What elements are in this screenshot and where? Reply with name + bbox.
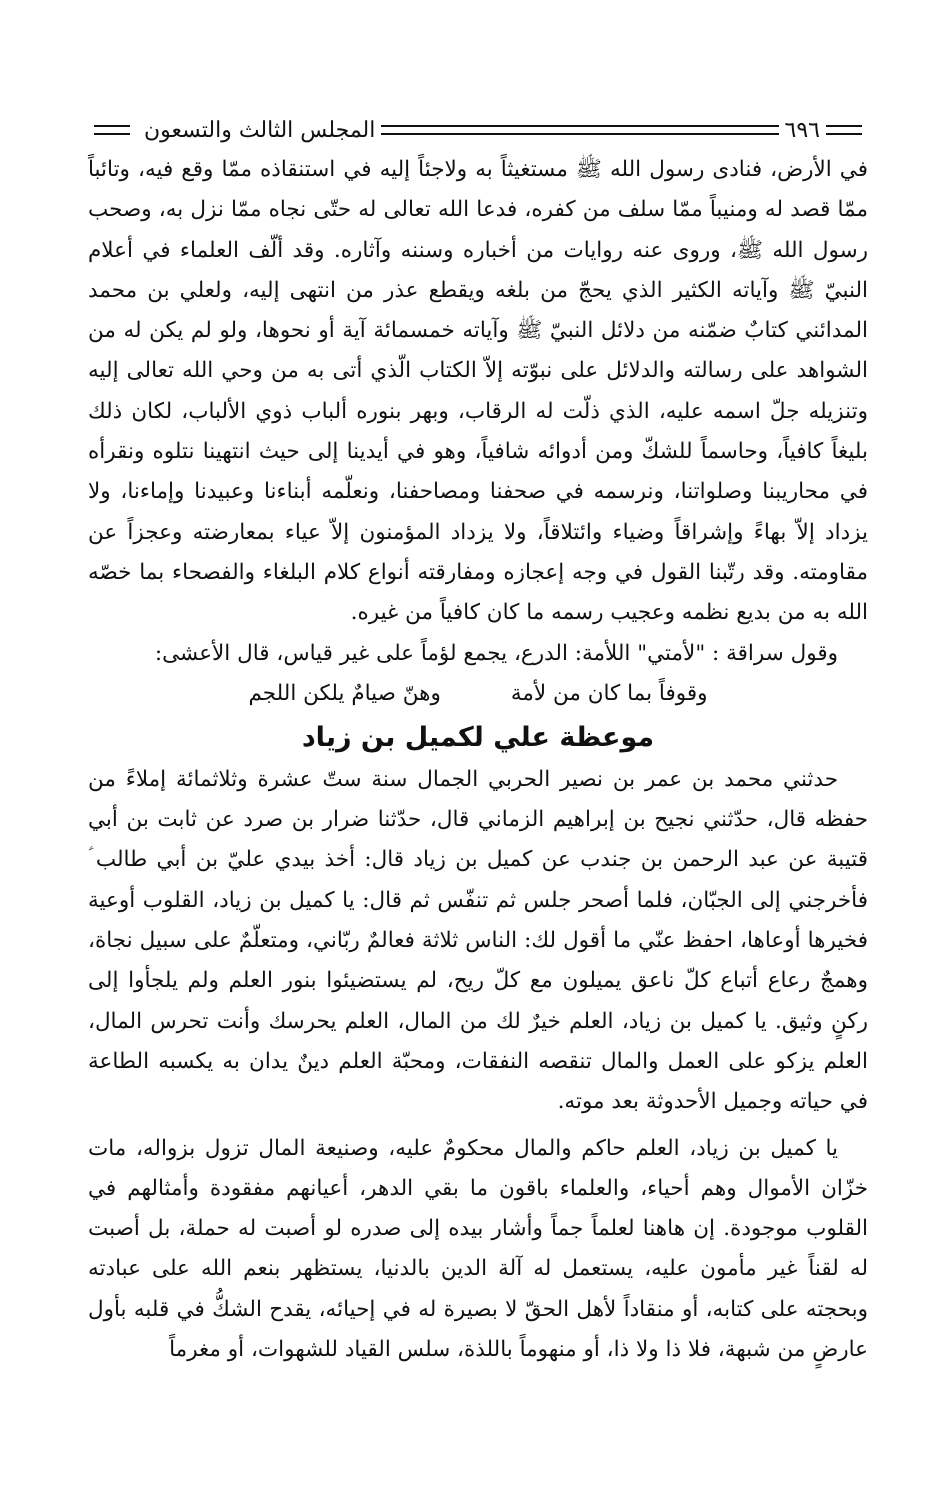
header-rule-right bbox=[826, 125, 862, 135]
page bbox=[88, 110, 868, 1450]
header-rule-middle bbox=[381, 125, 778, 135]
paragraph-intro-2: وقول سراقة : "لأمتي" اللأمة: الدرع، يجمع لؤماً على غير قياس، قال الأعشى: bbox=[154, 640, 838, 666]
paragraph-main-2: يا كميل بن زياد، العلم حاكم والمال محكومٌ عليه، وصنيعة المال تزول بزواله، مات خزّان الأموال وهم أحياء، والعلماء باقون ما بقي الدهر، أعيانهم مفقودة وأمثالهم في القلوب موجودة. إن هاهنا لعلماً جماً وأشار بيده إلى صدره لو أصبت له حملة، بل أصبت له لقناً غير مأمون عليه، يستعمل له آلة الدين بالدنيا، يستظهر بنعم الله على عبادته وبحجته على كتابه، أو منقاداً لأهل الحقّ لا بصيرة له في إحيائه، يقدح الشكُّ في قلبه بأول عارضٍ من شبهة، فلا ذا ولا ذا، أو منهوماً باللذة، سلس القياد للشهوات، أو مغرماً bbox=[88, 1135, 868, 1363]
section-heading: موعظة علي لكميل بن زياد bbox=[301, 721, 655, 753]
poetry-verse bbox=[88, 674, 868, 714]
verse-second-hemistich: وهنّ صيامٌ يلكن اللجم bbox=[248, 680, 441, 706]
page-number: ٦٩٦ bbox=[784, 117, 820, 143]
header-rule-left bbox=[94, 125, 130, 135]
running-header bbox=[88, 110, 868, 150]
paragraph-main-1: حدثني محمد بن عمر بن نصير الحربي الجمال سنة ستّ عشرة وثلاثمائة إملاءً من حفظه قال، حدّثني نجيح بن إبراهيم الزماني قال، حدّثنا ضرار بن صرد عن ثابت بن أبي قتيبة عن عبد الرحمن بن جندب عن كميل بن زياد قال: أخذ بيدي عليّ بن أبي طالب ؑ فأخرجني إلى الجبّان، فلما أصحر جلس ثم تنفّس ثم قال: يا كميل بن زياد، القلوب أوعية فخيرها أوعاها، احفظ عنّي ما أقول لك: الناس ثلاثة فعالمٌ ربّاني، ومتعلّمٌ على سبيل نجاة، وهمجٌ رعاع أتباع كلّ ناعق يميلون مع كلّ ريح، لم يستضيئوا بنور العلم ولم يلجأوا إلى ركنٍ وثيق. يا كميل بن زياد، العلم خيرٌ لك من المال، العلم يحرسك وأنت تحرس المال، العلم يزكو على العمل والمال تنقصه النفقات، ومحبّة العلم دينٌ يدان به يكسبه الطاعة في حياته وجميل الأحدوثة بعد موته. bbox=[88, 766, 868, 1115]
chapter-title: المجلس الثالث والتسعون bbox=[144, 117, 376, 143]
verse-first-hemistich: وقوفاً بما كان من لأمة bbox=[510, 680, 708, 706]
paragraph-intro-1: في الأرض، فنادى رسول الله ﷺ مستغيثاً به ولاجئاً إليه في استنقاذه ممّا وقع فيه، وتائباً ممّا قصد له ومنيباً ممّا سلف من كفره، فدعا الله تعالى له حتّى نجاه ممّا نزل به، وصحب رسول الله ﷺ، وروى عنه روايات من أخباره وسننه وآثاره. وقد ألّف العلماء في أعلام النبيّ ﷺ وآياته الكثير الذي يحجّ من بلغه ويقطع عذر من انتهى إليه، ولعلي بن محمد المدائني كتابٌ ضمّنه من دلائل النبيّ ﷺ وآياته خمسمائة آية أو نحوها، ولو لم يكن له من الشواهد على رسالته والدلائل على نبوّته إلاّ الكتاب الّذي أتى به من وحي الله تعالى إليه وتنزيله جلّ اسمه عليه، الذي ذلّت له الرقاب، وبهر بنوره ألباب ذوي الألباب، لكان ذلك بليغاً كافياً، وحاسماً للشكّ ومن أدوائه شافياً، وهو في أيدينا إلى حيث انتهينا نتلوه ونقرأه في محاريبنا وصلواتنا، ونرسمه في صحفنا ومصاحفنا، ونعلّمه أبناءنا وعبيدنا وإماءنا، ولا يزداد إلاّ بهاءً وإشراقاً وضياء وائتلاقاً، ولا يزداد المؤمنون إلاّ عياء بمعارضته وعجزاً عن مقاومته. وقد رتّبنا القول في وجه إعجازه ومفارقته أنواع كلام البلغاء والفصحاء بما خصّه الله به من بديع نظمه وعجيب رسمه ما كان كافياً من غيره. bbox=[88, 157, 868, 626]
